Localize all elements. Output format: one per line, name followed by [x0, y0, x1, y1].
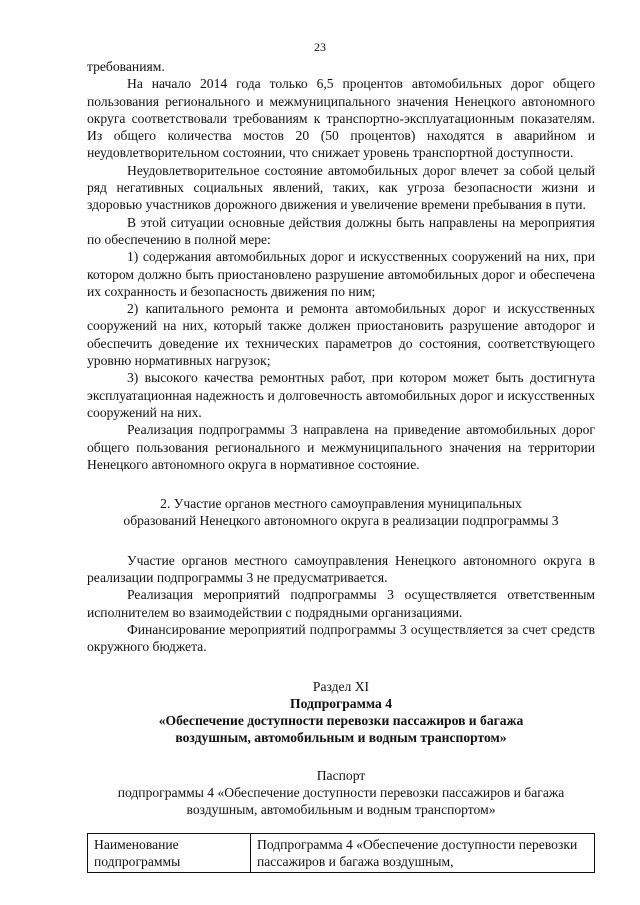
subprogram-title: Подпрограмма 4 — [290, 695, 392, 711]
list-item: 1) содержания автомобильных дорог и искусственных сооружений на них, при котором должно быть приостановлено разрушение автомобильных дорог и обеспечена их сохранность и безопасность движения по ним; — [87, 249, 595, 299]
passport-subtitle: воздушным, автомобильным и водным транспортом» — [186, 802, 496, 818]
paragraph: На начало 2014 года только 6,5 процентов автомобильных дорог общего пользования регионального и межмуниципального значения Ненецкого автономного округа соответствовали требованиям к транспортно-эксплуатационным показателям. Из общего количества мостов 20 (50 процентов) находятся в аварийном и неудовлетворительном состоянии, что снижает уровень транспортной доступности. — [87, 76, 595, 161]
list-item: 2) капитального ремонта и ремонта автомобильных дорог и искусственных сооружений на них, который также должен приостановить разрушение автодорог и обеспечить доведение их технических параметров до состояния, соответствующего уровню нормативных нагрузок; — [87, 301, 595, 369]
table-cell-label: Наименование подпрограммы — [88, 833, 251, 873]
subprogram-name: «Обеспечение доступности перевозки пассажиров и багажа — [158, 713, 524, 729]
razdel-heading: Раздел XI — [312, 678, 370, 694]
paragraph: Финансирование мероприятий подпрограммы 3 осуществляется за счет средств окружного бюджета. — [87, 621, 595, 655]
paragraph: В этой ситуации основные действия должны быть направлены на мероприятия по обеспечению в полной мере: — [87, 214, 595, 247]
page-number: 23 — [314, 40, 326, 54]
paragraph: Участие органов местного самоуправления Ненецкого автономного округа в реализации подпрограммы 3 не предусматривается. — [87, 552, 595, 586]
paragraph: требованиям. — [87, 59, 165, 74]
document-body — [87, 58, 595, 873]
table-cell-value: Подпрограмма 4 «Обеспечение доступности перевозки пассажиров и багажа воздушным, — [251, 833, 595, 873]
section-heading: образований Ненецкого автономного округа в реализации подпрограммы 3 — [123, 513, 559, 529]
passport-subtitle: подпрограммы 4 «Обеспечение доступности перевозки пассажиров и багажа — [117, 784, 565, 800]
subprogram-name: воздушным, автомобильным и водным транспортом» — [175, 730, 507, 746]
table-row — [88, 833, 595, 873]
section-heading: 2. Участие органов местного самоуправления муниципальных — [160, 496, 522, 512]
list-item: 3) высокого качества ремонтных работ, при котором может быть достигнута эксплуатационная надежность и долговечность автомобильных дорог и искусственных сооружений на них. — [87, 370, 595, 420]
passport-table — [87, 833, 595, 874]
passport-title: Паспорт — [316, 767, 366, 783]
paragraph: Неудовлетворительное состояние автомобильных дорог влечет за собой целый ряд негативных социальных явлений, таких, как угроза безопасности жизни и здоровью участников дорожного движения и увеличение времени пребывания в пути. — [87, 162, 595, 213]
paragraph: Реализация подпрограммы 3 направлена на приведение автомобильных дорог общего пользования регионального и межмуниципального значения на территории Ненецкого автономного округа в нормативное состояние. — [87, 422, 595, 472]
paragraph: Реализация мероприятий подпрограммы 3 осуществляется ответственным исполнителем во взаимодействии с подрядными организациями. — [87, 587, 595, 620]
